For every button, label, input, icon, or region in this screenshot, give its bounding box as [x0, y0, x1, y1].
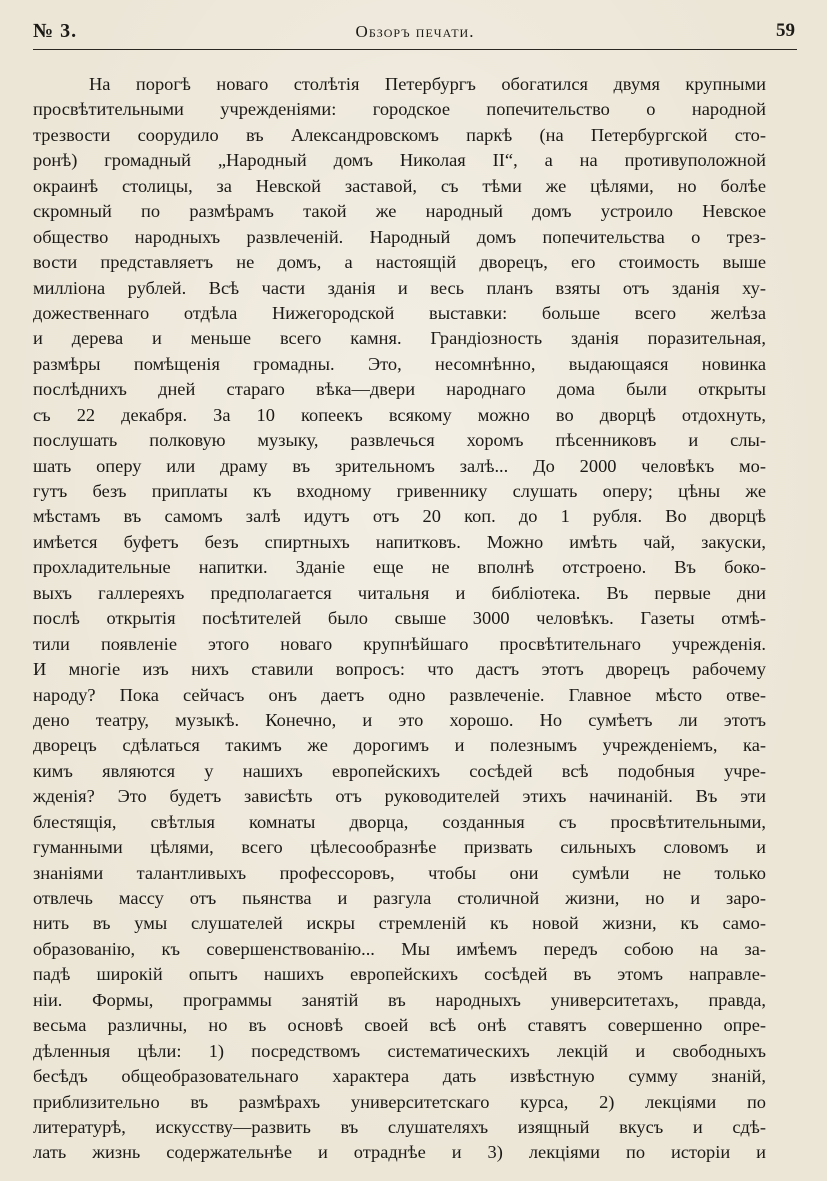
- text-line: шать оперу или драму въ зрительномъ залѣ... До 2000 человѣкъ мо-: [33, 455, 766, 476]
- text-line: лать жизнь содержательнѣе и отраднѣе и 3) лекціями по исторіи и: [33, 1142, 766, 1163]
- text-line: трезвости соорудило въ Александровскомъ паркѣ (на Петербургской сто-: [33, 124, 766, 145]
- text-line: ніи. Формы, программы занятій въ народныхъ университетахъ, правда,: [33, 989, 766, 1010]
- text-line: И многіе изъ нихъ ставили вопросъ: что дастъ этотъ дворецъ рабочему: [33, 659, 766, 680]
- header-rule: [33, 49, 797, 50]
- text-line: и дерева и меньше всего камня. Грандіозность зданія поразительная,: [33, 328, 766, 349]
- text-line: дено театру, музыкѣ. Конечно, и это хорошо. Но сумѣетъ ли этотъ: [33, 709, 766, 730]
- text-line: вости представляетъ не домъ, а настоящій дворецъ, его стоимость выше: [33, 252, 766, 273]
- text-line: отвлечь массу отъ пьянства и разгула столичной жизни, но и заро-: [33, 888, 766, 908]
- running-header: [33, 18, 797, 52]
- text-line: весьма различны, но въ основѣ своей всѣ онѣ ставятъ совершенно опре-: [33, 1015, 766, 1036]
- text-line: милліона рублей. Всѣ части зданія и весь планъ взяты отъ зданія ху-: [33, 277, 766, 298]
- text-line: имѣется буфетъ безъ спиртныхъ напитковъ. Можно имѣть чай, закуски,: [33, 531, 766, 552]
- text-line: литературѣ, искусству—развить въ слушателяхъ изящный вкусъ и сдѣ-: [33, 1116, 766, 1137]
- article-paragraph: [33, 72, 766, 1166]
- text-line: послѣднихъ дней стараго вѣка—двери народнаго дома были открыты: [33, 379, 766, 400]
- text-line: послѣ открытія посѣтителей было свыше 3000 человѣкъ. Газеты отмѣ-: [33, 608, 766, 629]
- text-line: дворецъ сдѣлаться такимъ же дорогимъ и полезнымъ учрежденіемъ, ка-: [33, 735, 766, 756]
- text-line: съ 22 декабря. За 10 копеекъ всякому можно во дворцѣ отдохнуть,: [33, 404, 766, 425]
- text-line: тили появленіе этого новаго крупнѣйшаго просвѣтительнаго учрежденія.: [33, 633, 766, 654]
- text-line: дожественнаго отдѣла Нижегородской выставки: больше всего желѣза: [33, 302, 766, 323]
- section-title: Обзоръ печати.: [355, 22, 475, 41]
- text-line: прохладительные напитки. Зданіе еще не вполнѣ отстроено. Въ боко-: [33, 557, 766, 578]
- text-line: образованію, къ совершенствованію... Мы имѣемъ передъ собою на за-: [33, 938, 766, 959]
- text-line: нить въ умы слушателей искры стремленій къ новой жизни, къ само-: [33, 913, 766, 934]
- text-line: дѣленныя цѣли: 1) посредствомъ систематическихъ лекцій и свободныхъ: [33, 1040, 766, 1061]
- text-line: скромный по размѣрамъ такой же народный домъ устроило Невское: [33, 201, 766, 222]
- text-line: народу? Пока сейчасъ онъ даетъ одно развлеченіе. Главное мѣсто отве-: [33, 684, 766, 705]
- text-line: просвѣтительными учрежденіями: городское попечительство о народной: [33, 99, 766, 120]
- issue-number: № 3.: [33, 20, 78, 42]
- text-line: послушать полковую музыку, развлечься хоромъ пѣсенниковъ и слы-: [33, 430, 766, 451]
- text-line: кимъ являются у нашихъ европейскихъ сосѣдей всѣ подобныя учре-: [33, 760, 766, 781]
- text-line: выхъ галлереяхъ предполагается читальня и библіотека. Въ первые дни: [33, 582, 766, 603]
- text-line: приблизительно въ размѣрахъ университетскаго курса, 2) лекціями по: [33, 1091, 766, 1112]
- text-line: окраинѣ столицы, за Невской заставой, съ тѣми же цѣлями, но болѣе: [33, 175, 766, 196]
- text-line: гутъ безъ приплаты къ входному гривеннику слушать оперу; цѣны же: [33, 481, 766, 501]
- text-line: падѣ широкій опытъ нашихъ европейскихъ сосѣдей въ этомъ направле-: [33, 964, 766, 985]
- text-line: жденія? Это будетъ зависѣть отъ руководителей этихъ начинаній. Въ эти: [33, 786, 766, 807]
- text-line: блестящія, свѣтлыя комнаты дворца, созданныя съ просвѣтительными,: [33, 811, 766, 832]
- text-line: ронѣ) громадный „Народный домъ Николая II“, а на противуположной: [33, 150, 766, 171]
- page-number: 59: [776, 20, 795, 41]
- text-line: знаніями талантливыхъ профессоровъ, чтобы они сумѣли не только: [33, 862, 766, 883]
- text-line: мѣстамъ въ самомъ залѣ идутъ отъ 20 коп. до 1 рубля. Во дворцѣ: [33, 506, 766, 527]
- text-line: общество народныхъ развлеченій. Народный домъ попечительства о трез-: [33, 226, 766, 247]
- text-line: гуманными цѣлями, всего цѣлесообразнѣе призвать сильныхъ словомъ и: [33, 837, 766, 858]
- text-line: На порогѣ новаго столѣтія Петербургъ обогатился двумя крупными: [89, 74, 766, 94]
- text-line: бесѣдъ общеобразовательнаго характера дать извѣстную сумму знаній,: [33, 1066, 766, 1087]
- text-line: размѣры помѣщенія громадны. Это, несомнѣнно, выдающаяся новинка: [33, 353, 766, 374]
